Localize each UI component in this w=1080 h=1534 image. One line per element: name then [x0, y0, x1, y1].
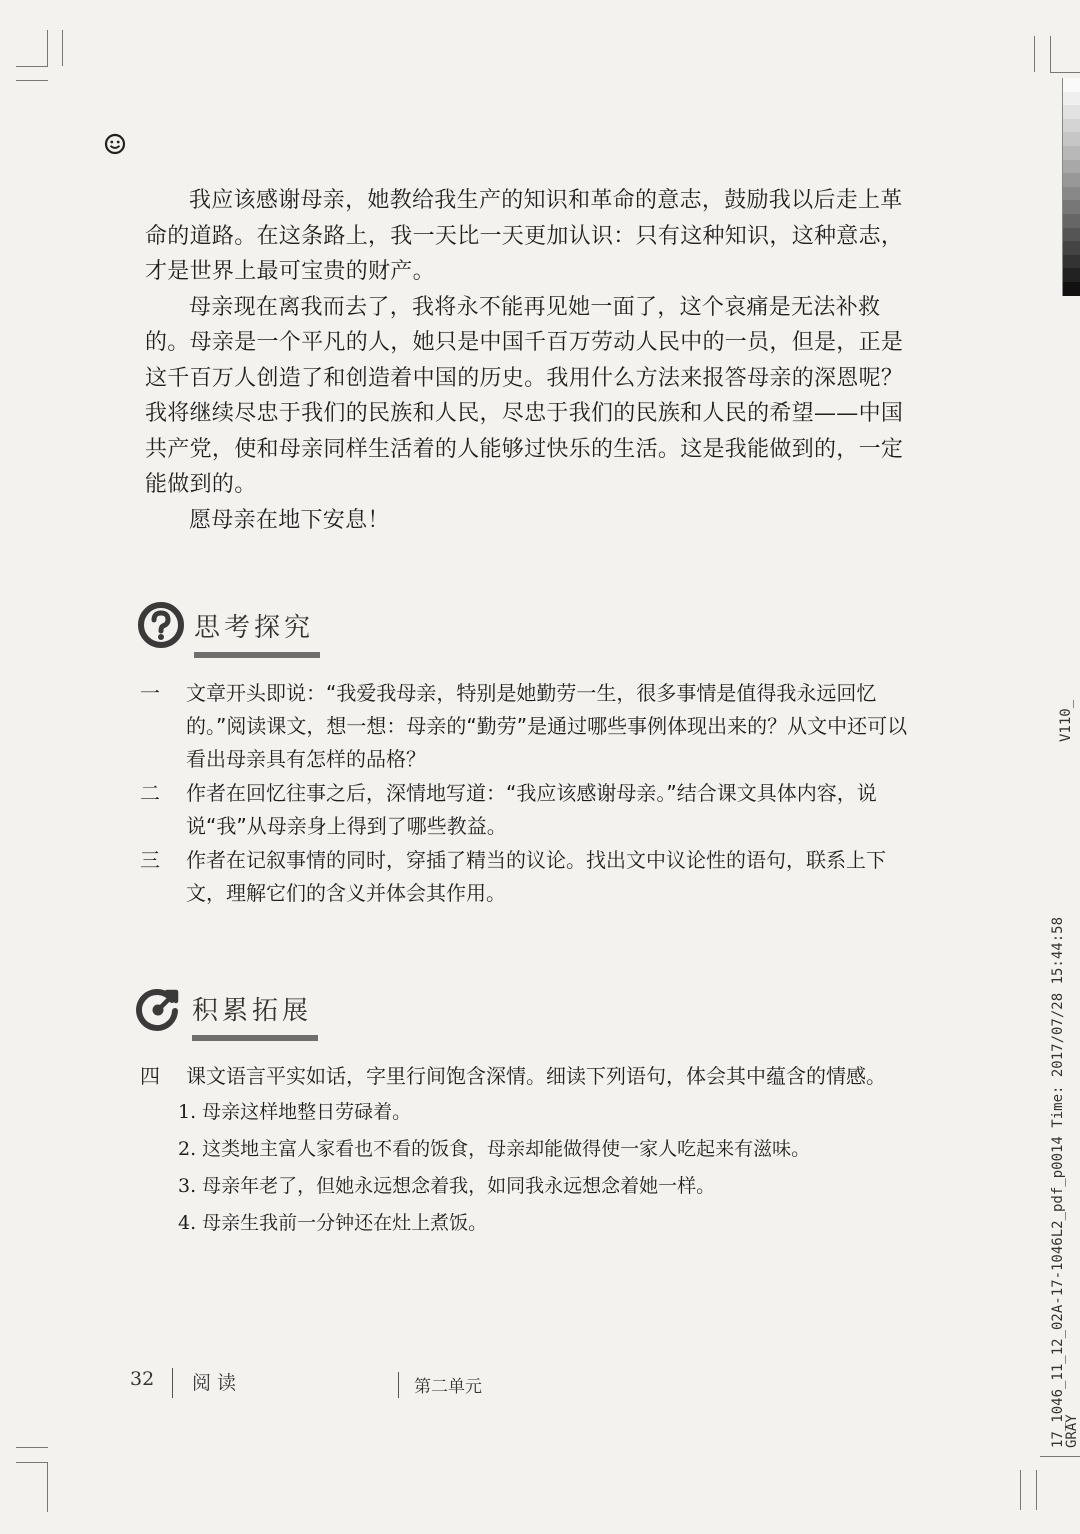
paragraph: 愿母亲在地下安息！	[189, 507, 390, 533]
circular-arrow-icon	[134, 984, 182, 1032]
question-circle-icon	[138, 602, 184, 648]
question-number: 四	[140, 1064, 160, 1088]
question-text: 课文语言平实如话，字里行间饱含深情。细读下列语句，体会其中蕴含的情感。	[186, 1064, 886, 1088]
question-item	[140, 1060, 910, 1093]
crop-mark	[1040, 1456, 1080, 1457]
file-info: 17_1046_11_12_02A-17-1046L2_pdf_p0014 Time: 2017/07/28 15:44:58	[1050, 916, 1066, 1448]
list-item: 2. 这类地主富人家看也不看的饭食，母亲却能做得使一家人吃起来有滋味。	[178, 1138, 811, 1160]
section-header-think	[138, 602, 314, 648]
crop-mark	[16, 1462, 48, 1463]
section-header-accum	[134, 984, 312, 1032]
crop-mark	[1050, 36, 1051, 72]
paragraph: 母亲现在离我而去了，我将永不能再见她一面了，这个哀痛是无法补救的。母亲是一个平凡的人，她只是中国千百万劳动人民中的一员，但是，正是这千百万人创造了和创造着中国的历史。我用什么方法来报答母亲的深恩呢？我将继续尽忠于我们的民族和人民，尽忠于我们的民族和人民的希望——中国共产党，使和母亲同样生活着的人能够过快乐的生活。这是我能做到的，一定能做到的。	[145, 294, 904, 497]
question-number: 一	[140, 681, 160, 705]
version-label: V110_	[1058, 699, 1074, 742]
paragraph: 我应该感谢母亲，她教给我生产的知识和革命的意志，鼓励我以后走上革命的道路。在这条路上，我一天比一天更加认识：只有这种知识，这种意志，才是世界上最可宝贵的财产。	[145, 188, 904, 284]
list-item: 3. 母亲年老了，但她永远想念着我，如同我永远想念着她一样。	[178, 1175, 716, 1197]
footer-divider	[172, 1368, 173, 1398]
question-list	[140, 677, 910, 911]
list-item: 4. 母亲生我前一分钟还在灶上煮饭。	[178, 1212, 488, 1234]
body-text	[145, 183, 910, 538]
crop-mark	[1036, 1470, 1037, 1510]
question-text: 作者在回忆往事之后，深情地写道：“我应该感谢母亲。”结合课文具体内容，说说“我”从母亲身上得到了哪些教益。	[186, 781, 877, 838]
footer-divider	[398, 1372, 399, 1398]
footer-unit: 第二单元	[414, 1377, 482, 1397]
gray-label: GRAY	[1064, 1414, 1080, 1448]
smiley-icon	[104, 133, 126, 155]
question-item	[140, 844, 910, 910]
section-title: 积累拓展	[192, 995, 313, 1026]
question-number: 三	[140, 848, 160, 872]
gray-scale-bar	[1062, 78, 1080, 296]
crop-mark	[16, 66, 48, 67]
crop-mark	[16, 1447, 48, 1448]
crop-mark	[1020, 1470, 1021, 1510]
exercise-list	[140, 1060, 910, 1241]
footer-section: 阅 读	[192, 1372, 237, 1394]
question-text: 作者在记叙事情的同时，穿插了精当的议论。找出文中议论性的语句，联系上下文，理解它们的含义并体会其作用。	[186, 848, 886, 905]
question-item	[140, 777, 910, 843]
question-text: 文章开头即说：“我爱我母亲，特别是她勤劳一生，很多事情是值得我永远回忆的。”阅读课文，想一想：母亲的“勤劳”是通过哪些事例体现出来的？从文中还可以看出母亲具有怎样的品格？	[186, 681, 908, 771]
crop-mark	[1050, 72, 1080, 73]
crop-mark	[62, 30, 63, 66]
crop-mark	[16, 80, 48, 81]
question-number: 二	[140, 781, 160, 805]
sentence-list	[178, 1094, 910, 1241]
question-item	[140, 677, 910, 776]
title-underline	[194, 652, 320, 658]
crop-mark	[1034, 36, 1035, 72]
crop-mark	[47, 30, 48, 66]
page-number: 32	[130, 1368, 155, 1390]
list-item: 1. 母亲这样地整日劳碌着。	[178, 1101, 412, 1123]
crop-mark	[47, 1462, 48, 1512]
title-underline	[192, 1035, 318, 1041]
section-title: 思考探究	[194, 612, 315, 643]
